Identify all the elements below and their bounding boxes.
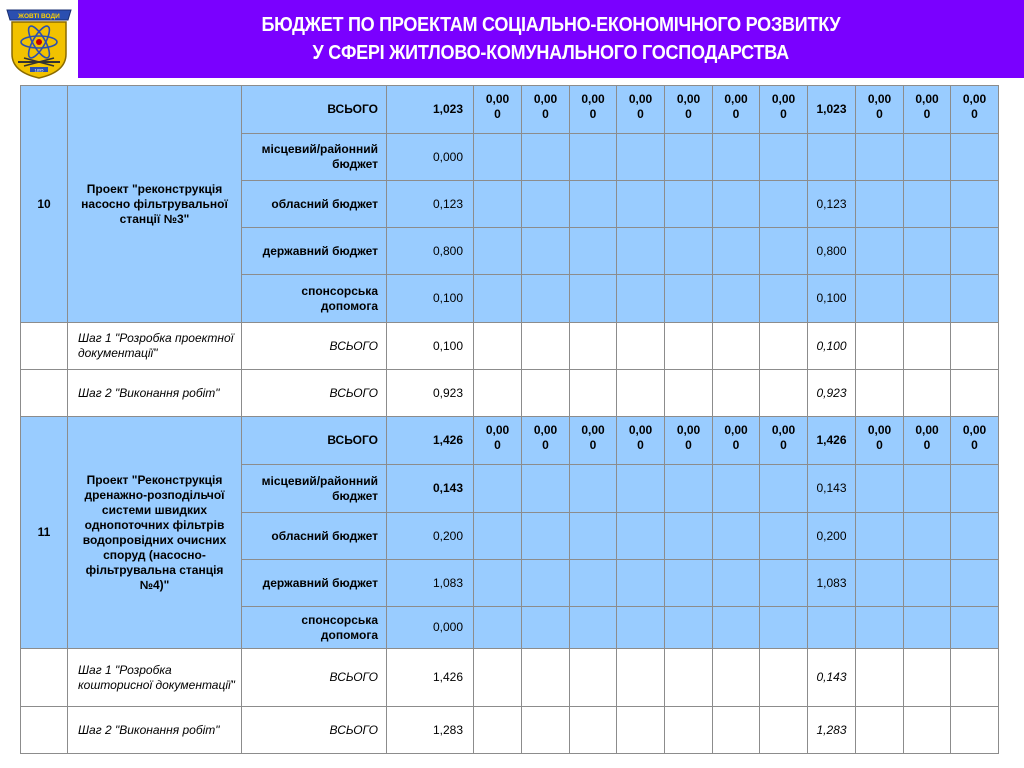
- source-label: ВСЬОГО: [242, 649, 387, 707]
- slide-header: [0, 0, 1024, 80]
- year-cell-small: 0,143: [808, 649, 856, 707]
- source-label: спонсорська допомога: [242, 275, 387, 323]
- amount-cell: 0,000: [387, 607, 474, 649]
- step-label: Шаг 1 "Розробка кошторисної документації": [68, 649, 242, 707]
- year-cell: 0,00 0: [760, 417, 808, 465]
- year-cell: 0,00 0: [856, 417, 904, 465]
- emblem-year: 1895: [34, 67, 44, 73]
- amount-cell: 0,800: [387, 228, 474, 275]
- source-label: місцевий/районний бюджет: [242, 465, 387, 513]
- year-cell: 0,00 0: [617, 86, 665, 134]
- amount-cell: 0,000: [387, 134, 474, 181]
- year-cell-small: 0,123: [808, 181, 856, 228]
- year-cell: 0,00 0: [904, 417, 951, 465]
- amount-cell: 0,923: [387, 370, 474, 417]
- year-cell-small: 0,923: [808, 370, 856, 417]
- year-cell: 0,00 0: [951, 86, 999, 134]
- amount-cell: 1,023: [387, 86, 474, 134]
- source-label: обласний бюджет: [242, 181, 387, 228]
- project-title: Проект "реконструкція насосно фільтрувальної станції №3": [68, 86, 242, 323]
- source-label: ВСЬОГО: [242, 417, 387, 465]
- year-cell-small: 0,143: [808, 465, 856, 513]
- amount-cell: 1,426: [387, 649, 474, 707]
- year-cell-small: 0,200: [808, 513, 856, 560]
- emblem-label: ЖОВТІ ВОДИ: [18, 13, 60, 20]
- amount-cell: 0,143: [387, 465, 474, 513]
- year-cell: 0,00 0: [474, 86, 522, 134]
- year-cell-small: 1,083: [808, 560, 856, 607]
- project-title: Проект "Реконструкція дренажно-розподільчої системи швидких однопоточних фільтрів водопровідних очисних споруд (насосно-фільтрувальна станція №4)": [68, 417, 242, 649]
- source-label: ВСЬОГО: [242, 323, 387, 370]
- year-cell-small: 0,100: [808, 323, 856, 370]
- amount-cell: 1,083: [387, 560, 474, 607]
- amount-cell: 1,426: [387, 417, 474, 465]
- table-row: [21, 649, 999, 707]
- source-label: спонсорська допомога: [242, 607, 387, 649]
- year-cell-small: [808, 134, 856, 181]
- amount-cell: 0,123: [387, 181, 474, 228]
- source-label: ВСЬОГО: [242, 86, 387, 134]
- year-cell: 0,00 0: [760, 86, 808, 134]
- year-cell: 0,00 0: [713, 417, 760, 465]
- source-label: місцевий/районний бюджет: [242, 134, 387, 181]
- amount-cell: 1,283: [387, 707, 474, 754]
- source-label: державний бюджет: [242, 228, 387, 275]
- budget-table: [20, 85, 999, 754]
- year-cell: 0,00 0: [665, 417, 713, 465]
- table-row: [21, 707, 999, 754]
- year-cell: 0,00 0: [570, 86, 617, 134]
- table-row: [21, 86, 999, 134]
- year-cell: 0,00 0: [522, 86, 570, 134]
- step-label: Шаг 1 "Розробка проектної документації": [68, 323, 242, 370]
- title-line-1: БЮДЖЕТ ПО ПРОЕКТАМ СОЦІАЛЬНО-ЕКОНОМІЧНОГО РОЗВИТКУ: [261, 13, 841, 36]
- year-cell-small: 1,426: [808, 417, 856, 465]
- project-number: 11: [21, 417, 68, 649]
- year-cell-small: 0,800: [808, 228, 856, 275]
- source-label: ВСЬОГО: [242, 707, 387, 754]
- page-title: [78, 0, 1024, 78]
- table-row: [21, 323, 999, 370]
- table-row: [21, 370, 999, 417]
- table-row: [21, 417, 999, 465]
- title-line-2: У СФЕРІ ЖИТЛОВО-КОМУНАЛЬНОГО ГОСПОДАРСТВА: [312, 41, 790, 64]
- source-label: державний бюджет: [242, 560, 387, 607]
- year-cell: 0,00 0: [474, 417, 522, 465]
- year-cell: 0,00 0: [856, 86, 904, 134]
- year-cell: 0,00 0: [665, 86, 713, 134]
- step-label: Шаг 2 "Виконання робіт": [68, 707, 242, 754]
- year-cell: 0,00 0: [951, 417, 999, 465]
- year-cell-small: [808, 607, 856, 649]
- source-label: обласний бюджет: [242, 513, 387, 560]
- project-number: 10: [21, 86, 68, 323]
- year-cell-small: 1,283: [808, 707, 856, 754]
- year-cell-small: 0,100: [808, 275, 856, 323]
- year-cell: 0,00 0: [522, 417, 570, 465]
- year-cell: 0,00 0: [904, 86, 951, 134]
- year-cell: 0,00 0: [713, 86, 760, 134]
- step-label: Шаг 2 "Виконання робіт": [68, 370, 242, 417]
- source-label: ВСЬОГО: [242, 370, 387, 417]
- city-emblem-icon: [4, 4, 74, 80]
- year-cell-small: 1,023: [808, 86, 856, 134]
- year-cell: 0,00 0: [570, 417, 617, 465]
- amount-cell: 0,100: [387, 323, 474, 370]
- amount-cell: 0,100: [387, 275, 474, 323]
- amount-cell: 0,200: [387, 513, 474, 560]
- year-cell: 0,00 0: [617, 417, 665, 465]
